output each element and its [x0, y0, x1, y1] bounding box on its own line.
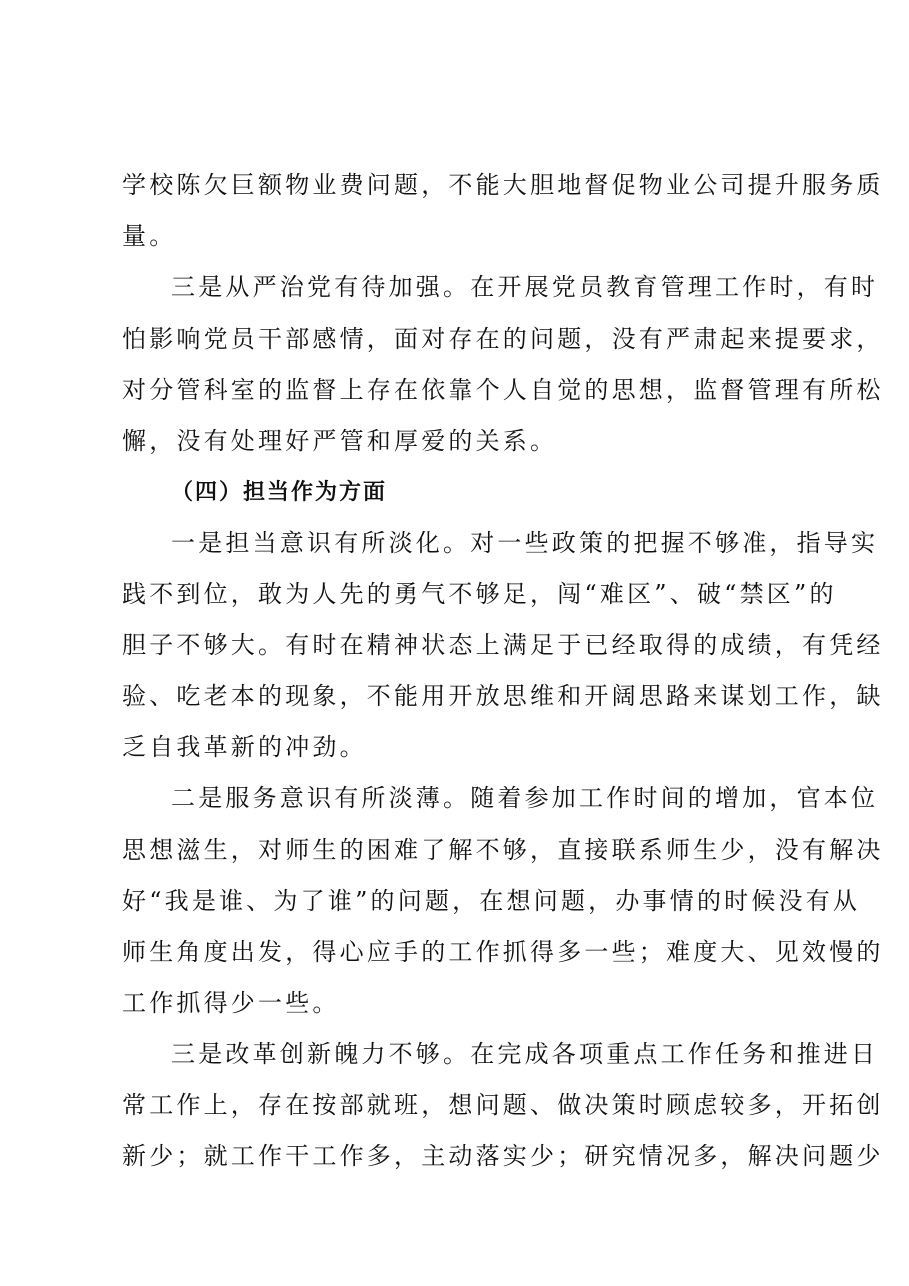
text-line: 学校陈欠巨额物业费问题，不能大胆地督促物业公司提升服务质: [122, 171, 884, 199]
text-line: 懈，没有处理好严管和厚爱的关系。: [122, 427, 558, 455]
text-line: 思想滋生，对师生的困难了解不够，直接联系师生少，没有解决: [122, 836, 884, 864]
text-line: 师生角度出发，得心应手的工作抓得多一些；难度大、见效慢的: [122, 938, 884, 966]
text-line: 乏自我革新的冲劲。: [122, 733, 367, 761]
text-line: 量。: [122, 222, 177, 250]
text-line: 三是改革创新魄力不够。在完成各项重点工作任务和推进日: [171, 1040, 879, 1068]
text-line: 工作抓得少一些。: [122, 989, 340, 1017]
text-line: 一是担当意识有所淡化。对一些政策的把握不够准，指导实: [171, 529, 879, 557]
text-line: 好“我是谁、为了谁”的问题，在想问题，办事情的时候没有从: [122, 887, 861, 915]
text-line: 胆子不够大。有时在精神状态上满足于已经取得的成绩，有凭经: [122, 631, 884, 659]
text-line: 二是服务意识有所淡薄。随着参加工作时间的增加，官本位: [171, 784, 879, 812]
text-line: 践不到位，敢为人先的勇气不够足，闯“难区”、破“禁区”的: [122, 580, 837, 608]
text-line: 验、吃老本的现象，不能用开放思维和开阔思路来谋划工作，缺: [122, 682, 884, 710]
text-line: 对分管科室的监督上存在依靠个人自觉的思想，监督管理有所松: [122, 376, 884, 404]
text-line: 怕影响党员干部感情，面对存在的问题，没有严肃起来提要求，: [122, 325, 884, 353]
section-heading: （四）担当作为方面: [171, 479, 388, 505]
text-line: 常工作上，存在按部就班，想问题、做决策时顾虑较多，开拓创: [122, 1091, 884, 1119]
text-line: 新少；就工作干工作多，主动落实少；研究情况多，解决问题少: [122, 1142, 884, 1170]
text-line: 三是从严治党有待加强。在开展党员教育管理工作时，有时: [171, 273, 879, 301]
